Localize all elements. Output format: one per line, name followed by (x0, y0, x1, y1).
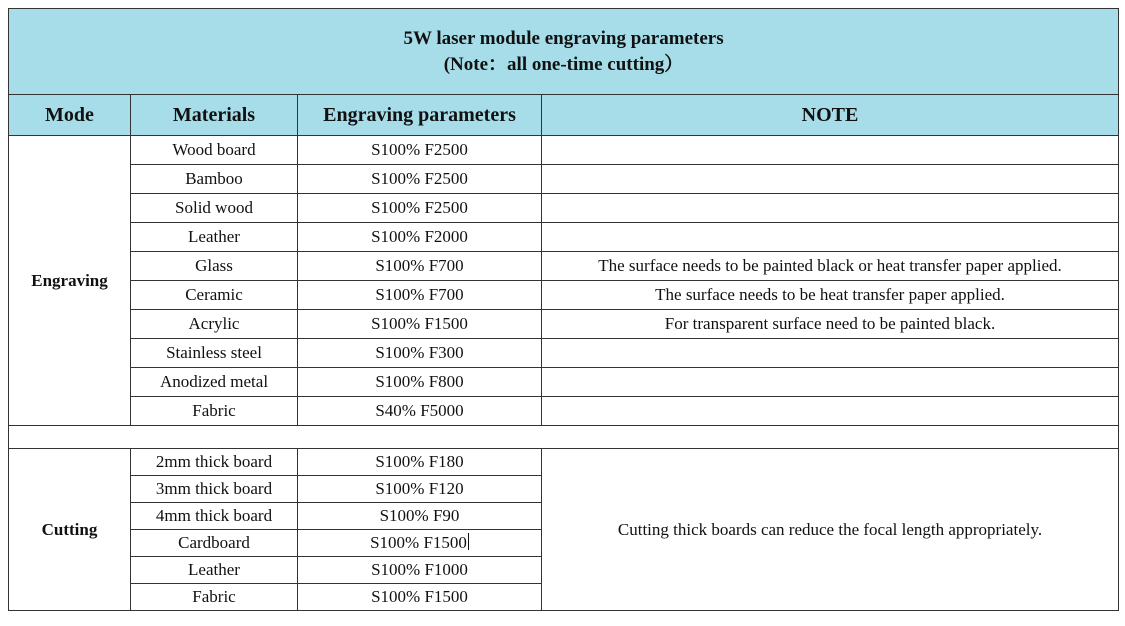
table-row (9, 223, 1119, 252)
table-row (9, 339, 1119, 368)
table-row (9, 368, 1119, 397)
table-row (9, 310, 1119, 339)
table-row (9, 252, 1119, 281)
params-text: S100% F1500 (370, 533, 467, 552)
separator-row (9, 426, 1119, 449)
mode-cutting: Cutting (9, 449, 131, 611)
note-cell (542, 223, 1119, 252)
table-row (9, 165, 1119, 194)
material-cell: Cardboard (131, 530, 298, 557)
params-cell (298, 530, 542, 557)
header-row (9, 95, 1119, 136)
material-cell: Glass (131, 252, 298, 281)
note-cell (542, 397, 1119, 426)
table-row (9, 194, 1119, 223)
header-engraving-parameters: Engraving parameters (298, 95, 542, 136)
material-cell: Stainless steel (131, 339, 298, 368)
params-text: S100% F1000 (371, 560, 468, 579)
table-row (9, 397, 1119, 426)
text-cursor (468, 533, 469, 550)
title-line-2: (Note：all one-time cutting） (443, 53, 684, 75)
table-row (9, 136, 1119, 165)
params-cell: S100% F2000 (298, 223, 542, 252)
params-cell: S100% F800 (298, 368, 542, 397)
note-cell: Cutting thick boards can reduce the focal length appropriately. (542, 449, 1119, 611)
params-cell: S100% F2500 (298, 165, 542, 194)
params-text: S100% F180 (375, 452, 464, 471)
params-text: S100% F90 (379, 506, 460, 525)
params-cell (298, 449, 542, 476)
params-cell: S100% F700 (298, 252, 542, 281)
params-text: S100% F120 (375, 479, 464, 498)
material-cell: 3mm thick board (131, 476, 298, 503)
params-text: S100% F1500 (371, 587, 468, 606)
params-cell: S100% F2500 (298, 136, 542, 165)
note-cell (542, 136, 1119, 165)
note-cell (542, 194, 1119, 223)
material-cell: Acrylic (131, 310, 298, 339)
note-cell: For transparent surface need to be painted black. (542, 310, 1119, 339)
params-cell (298, 476, 542, 503)
material-cell: Fabric (131, 584, 298, 611)
material-cell: Wood board (131, 136, 298, 165)
params-cell: S100% F2500 (298, 194, 542, 223)
title-row (9, 9, 1119, 95)
table-title (9, 9, 1119, 95)
parameters-table (8, 8, 1119, 611)
material-cell: Bamboo (131, 165, 298, 194)
table-row (9, 281, 1119, 310)
note-cell: The surface needs to be heat transfer paper applied. (542, 281, 1119, 310)
mode-engraving: Engraving (9, 136, 131, 426)
params-cell (298, 503, 542, 530)
header-materials: Materials (131, 95, 298, 136)
params-cell (298, 584, 542, 611)
material-cell: Leather (131, 223, 298, 252)
params-cell: S100% F1500 (298, 310, 542, 339)
material-cell: 4mm thick board (131, 503, 298, 530)
params-cell (298, 557, 542, 584)
parameters-document (8, 8, 1118, 611)
note-cell (542, 339, 1119, 368)
title-line-1: 5W laser module engraving parameters (403, 27, 724, 49)
material-cell: Ceramic (131, 281, 298, 310)
note-cell (542, 165, 1119, 194)
header-mode: Mode (9, 95, 131, 136)
separator-cell (9, 426, 1119, 449)
material-cell: 2mm thick board (131, 449, 298, 476)
params-cell: S40% F5000 (298, 397, 542, 426)
header-note: NOTE (542, 95, 1119, 136)
material-cell: Leather (131, 557, 298, 584)
table-row (9, 449, 1119, 476)
material-cell: Fabric (131, 397, 298, 426)
note-cell: The surface needs to be painted black or heat transfer paper applied. (542, 252, 1119, 281)
params-cell: S100% F300 (298, 339, 542, 368)
note-cell (542, 368, 1119, 397)
material-cell: Solid wood (131, 194, 298, 223)
params-cell: S100% F700 (298, 281, 542, 310)
material-cell: Anodized metal (131, 368, 298, 397)
